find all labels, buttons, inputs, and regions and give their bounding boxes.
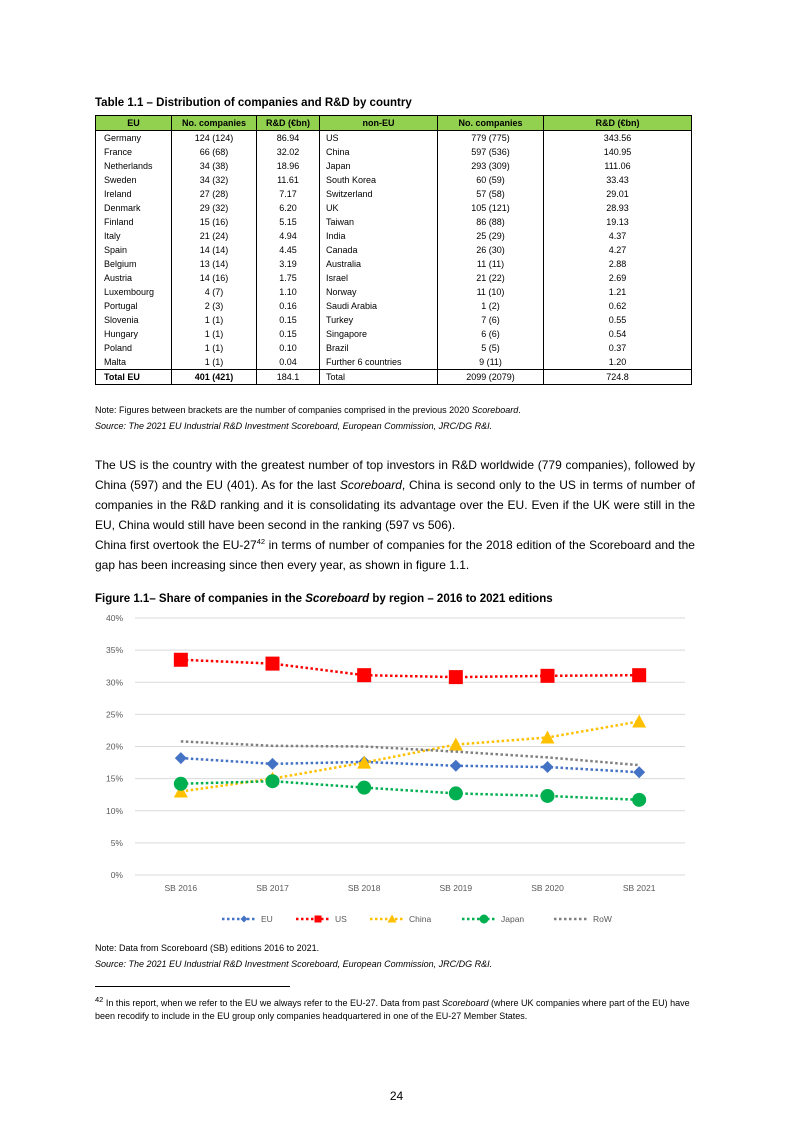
x-tick-label: SB 2018 <box>347 883 381 893</box>
noneu-rd-total-cell: 724.8 <box>544 370 692 385</box>
header-cell: No. companies <box>172 116 257 131</box>
data-point-marker <box>175 752 187 764</box>
x-axis <box>165 883 656 893</box>
table-note-end: . <box>518 405 521 415</box>
data-point-marker <box>633 766 645 778</box>
body-text <box>95 455 695 575</box>
eu-country-cell: Hungary <box>96 327 172 341</box>
eu-rd-cell: 7.17 <box>257 187 320 201</box>
footnote-italic: Scoreboard <box>442 998 489 1008</box>
eu-rd-cell: 1.75 <box>257 271 320 285</box>
noneu-rd-cell: 1.20 <box>544 355 692 370</box>
eu-rd-cell: 86.94 <box>257 131 320 146</box>
footnote-text: (where UK companies where part of the EU) have been recodify to include in the EU group only companies headquartered in one of the EU-27 Member States. <box>95 998 690 1021</box>
eu-rd-cell: 4.45 <box>257 243 320 257</box>
eu-companies-cell: 14 (16) <box>172 271 257 285</box>
noneu-rd-cell: 140.95 <box>544 145 692 159</box>
eu-rd-cell: 3.19 <box>257 257 320 271</box>
noneu-rd-cell: 4.27 <box>544 243 692 257</box>
table-row <box>96 215 692 229</box>
noneu-companies-cell: 11 (11) <box>438 257 544 271</box>
table-source: Source: The 2021 EU Industrial R&D Investment Scoreboard, European Commission, JRC/DG R&I. <box>95 421 493 431</box>
noneu-companies-cell: 60 (59) <box>438 173 544 187</box>
noneu-rd-cell: 0.54 <box>544 327 692 341</box>
y-tick-label: 40% <box>105 613 123 623</box>
paragraph-text: China first overtook the EU-27 <box>95 538 257 552</box>
data-point-marker <box>315 916 322 923</box>
x-tick-label: SB 2016 <box>164 883 198 893</box>
y-tick-label: 0% <box>110 870 123 880</box>
noneu-companies-cell: 11 (10) <box>438 285 544 299</box>
data-point-marker <box>450 760 462 772</box>
data-point-marker <box>632 714 646 727</box>
eu-companies-cell: 66 (68) <box>172 145 257 159</box>
series-line <box>181 781 639 800</box>
data-point-marker <box>357 781 371 795</box>
line-chart <box>95 610 695 935</box>
eu-companies-total-cell: 401 (421) <box>172 370 257 385</box>
eu-country-cell: Denmark <box>96 201 172 215</box>
noneu-country-cell: Brazil <box>320 341 438 355</box>
data-point-marker <box>480 915 489 924</box>
eu-country-cell: Ireland <box>96 187 172 201</box>
series-line <box>181 721 639 791</box>
eu-rd-cell: 0.16 <box>257 299 320 313</box>
eu-companies-cell: 29 (32) <box>172 201 257 215</box>
legend-item <box>222 914 273 924</box>
noneu-country-cell: Turkey <box>320 313 438 327</box>
noneu-companies-cell: 9 (11) <box>438 355 544 370</box>
noneu-country-cell: Singapore <box>320 327 438 341</box>
legend-label: Japan <box>501 914 525 924</box>
y-tick-label: 20% <box>105 741 123 752</box>
legend-label: China <box>409 914 432 924</box>
data-point-marker <box>266 657 280 671</box>
noneu-companies-cell: 57 (58) <box>438 187 544 201</box>
y-tick-label: 30% <box>105 677 123 688</box>
eu-rd-total-cell: 184.1 <box>257 370 320 385</box>
table-row <box>96 299 692 313</box>
x-tick-label: SB 2020 <box>531 883 564 893</box>
table-caption: Table 1.1 – Distribution of companies and R&D by country <box>95 97 412 109</box>
footnote-divider <box>95 986 290 987</box>
page-number: 24 <box>389 1089 404 1103</box>
figure-caption-italic: Scoreboard <box>305 593 370 605</box>
noneu-rd-cell: 0.55 <box>544 313 692 327</box>
data-point-marker <box>357 668 371 682</box>
noneu-companies-cell: 5 (5) <box>438 341 544 355</box>
legend-item <box>296 914 347 924</box>
eu-country-cell: Slovenia <box>96 313 172 327</box>
table-note <box>95 405 521 415</box>
eu-rd-cell: 11.61 <box>257 173 320 187</box>
eu-companies-cell: 1 (1) <box>172 327 257 341</box>
figure-caption-text: Figure 1.1– Share of companies in the <box>95 593 306 605</box>
header-cell: EU <box>96 116 172 131</box>
noneu-country-cell: Australia <box>320 257 438 271</box>
eu-rd-cell: 4.94 <box>257 229 320 243</box>
eu-rd-cell: 0.15 <box>257 327 320 341</box>
table-total-row <box>96 370 692 385</box>
series-us <box>174 653 646 684</box>
table-row <box>96 257 692 271</box>
noneu-companies-cell: 26 (30) <box>438 243 544 257</box>
series-eu <box>175 752 645 778</box>
legend-label: RoW <box>593 914 612 924</box>
noneu-rd-cell: 19.13 <box>544 215 692 229</box>
noneu-country-cell: Canada <box>320 243 438 257</box>
data-point-marker <box>241 916 248 923</box>
eu-country-cell: France <box>96 145 172 159</box>
footnote <box>95 997 695 1023</box>
figure-caption <box>95 593 553 605</box>
eu-companies-cell: 27 (28) <box>172 187 257 201</box>
data-point-marker <box>632 668 646 682</box>
x-tick-label: SB 2017 <box>256 883 289 893</box>
eu-country-total-cell: Total EU <box>96 370 172 385</box>
series-china <box>174 714 646 797</box>
noneu-rd-cell: 2.69 <box>544 271 692 285</box>
noneu-rd-cell: 29.01 <box>544 187 692 201</box>
noneu-country-cell: Saudi Arabia <box>320 299 438 313</box>
series-line <box>181 660 639 677</box>
y-tick-label: 15% <box>105 773 123 784</box>
legend-label: US <box>335 914 347 924</box>
noneu-companies-cell: 25 (29) <box>438 229 544 243</box>
data-point-marker <box>174 777 188 791</box>
noneu-rd-cell: 1.21 <box>544 285 692 299</box>
eu-companies-cell: 1 (1) <box>172 313 257 327</box>
eu-companies-cell: 15 (16) <box>172 215 257 229</box>
noneu-country-cell: Norway <box>320 285 438 299</box>
eu-rd-cell: 0.04 <box>257 355 320 370</box>
legend-item <box>370 914 431 924</box>
paragraph-text: , China is second only to the US in terms of number of companies in the R&D ranking and it is consolidating its advantage over the EU. Even if the UK were still in the EU, China would still have been second in the ranking (597 vs 506). <box>95 478 695 532</box>
paragraph-text: The US is the country with the greatest number of top investors in R&D worldwide (779 companies), followed by China (597) and the EU (401). As for the last <box>95 458 695 492</box>
data-point-marker <box>267 758 279 770</box>
table-body <box>96 131 692 385</box>
table-row <box>96 201 692 215</box>
eu-rd-cell: 0.15 <box>257 313 320 327</box>
eu-companies-cell: 124 (124) <box>172 131 257 146</box>
eu-companies-cell: 4 (7) <box>172 285 257 299</box>
noneu-companies-cell: 7 (6) <box>438 313 544 327</box>
noneu-rd-cell: 33.43 <box>544 173 692 187</box>
eu-rd-cell: 1.10 <box>257 285 320 299</box>
x-tick-label: SB 2021 <box>622 883 656 893</box>
eu-country-cell: Netherlands <box>96 159 172 173</box>
header-cell: No. companies <box>438 116 544 131</box>
eu-country-cell: Sweden <box>96 173 172 187</box>
data-point-marker <box>449 670 463 684</box>
table-row <box>96 313 692 327</box>
noneu-country-cell: Israel <box>320 271 438 285</box>
data-point-marker <box>632 793 646 807</box>
table-note-text: Note: Figures between brackets are the number of companies comprised in the previous 2020 <box>95 405 472 415</box>
y-tick-label: 10% <box>105 805 123 816</box>
table-row <box>96 243 692 257</box>
noneu-country-cell: UK <box>320 201 438 215</box>
eu-companies-cell: 13 (14) <box>172 257 257 271</box>
data-point-marker <box>449 738 463 751</box>
table-row <box>96 131 692 146</box>
table-row <box>96 145 692 159</box>
table-row <box>96 341 692 355</box>
noneu-country-cell: US <box>320 131 438 146</box>
legend-label: EU <box>261 914 273 924</box>
header-cell: non-EU <box>320 116 438 131</box>
noneu-companies-cell: 1 (2) <box>438 299 544 313</box>
noneu-rd-cell: 28.93 <box>544 201 692 215</box>
chart-grid <box>135 618 685 875</box>
eu-country-cell: Luxembourg <box>96 285 172 299</box>
eu-companies-cell: 21 (24) <box>172 229 257 243</box>
figure-source: Source: The 2021 EU Industrial R&D Investment Scoreboard, European Commission, JRC/DG R&I. <box>95 959 493 969</box>
data-point-marker <box>541 669 555 683</box>
eu-country-cell: Belgium <box>96 257 172 271</box>
eu-country-cell: Finland <box>96 215 172 229</box>
eu-country-cell: Germany <box>96 131 172 146</box>
eu-country-cell: Austria <box>96 271 172 285</box>
chart-series <box>174 653 646 807</box>
eu-rd-cell: 6.20 <box>257 201 320 215</box>
table-row <box>96 271 692 285</box>
noneu-country-cell: India <box>320 229 438 243</box>
x-tick-label: SB 2019 <box>439 883 473 893</box>
noneu-companies-cell: 293 (309) <box>438 159 544 173</box>
eu-companies-cell: 1 (1) <box>172 341 257 355</box>
legend-item <box>554 914 612 924</box>
noneu-companies-cell: 6 (6) <box>438 327 544 341</box>
noneu-companies-cell: 779 (775) <box>438 131 544 146</box>
noneu-rd-cell: 0.37 <box>544 341 692 355</box>
table-row <box>96 229 692 243</box>
paragraph <box>95 535 695 575</box>
table-header-row <box>96 116 692 131</box>
footnote-number: 42 <box>95 995 104 1004</box>
table-row <box>96 159 692 173</box>
eu-country-cell: Italy <box>96 229 172 243</box>
y-tick-label: 5% <box>110 837 123 848</box>
table-row <box>96 285 692 299</box>
noneu-country-total-cell: Total <box>320 370 438 385</box>
eu-country-cell: Spain <box>96 243 172 257</box>
y-tick-label: 35% <box>105 645 123 656</box>
footnote-reference: 42 <box>256 537 266 546</box>
noneu-rd-cell: 111.06 <box>544 159 692 173</box>
table-note-italic: Scoreboard <box>471 405 519 415</box>
eu-country-cell: Portugal <box>96 299 172 313</box>
eu-companies-cell: 34 (38) <box>172 159 257 173</box>
table-row <box>96 173 692 187</box>
eu-rd-cell: 18.96 <box>257 159 320 173</box>
noneu-country-cell: South Korea <box>320 173 438 187</box>
table-row <box>96 327 692 341</box>
eu-companies-cell: 34 (32) <box>172 173 257 187</box>
chart-legend <box>222 914 612 924</box>
paragraph-italic: Scoreboard <box>339 478 402 492</box>
table-row <box>96 355 692 370</box>
eu-companies-cell: 14 (14) <box>172 243 257 257</box>
eu-country-cell: Malta <box>96 355 172 370</box>
noneu-companies-cell: 86 (88) <box>438 215 544 229</box>
eu-country-cell: Poland <box>96 341 172 355</box>
noneu-country-cell: Switzerland <box>320 187 438 201</box>
figure-note: Note: Data from Scoreboard (SB) editions 2016 to 2021. <box>95 943 320 953</box>
noneu-country-cell: Taiwan <box>320 215 438 229</box>
data-point-marker <box>174 653 188 667</box>
table-row <box>96 187 692 201</box>
eu-rd-cell: 32.02 <box>257 145 320 159</box>
paragraph-text: in terms of number of companies for the 2018 edition of the Scoreboard and the gap has been increasing since then every year, as shown in figure 1.1. <box>95 538 695 572</box>
noneu-rd-cell: 2.88 <box>544 257 692 271</box>
noneu-companies-cell: 21 (22) <box>438 271 544 285</box>
noneu-rd-cell: 0.62 <box>544 299 692 313</box>
noneu-country-cell: Further 6 countries <box>320 355 438 370</box>
noneu-companies-cell: 105 (121) <box>438 201 544 215</box>
paragraph <box>95 455 695 535</box>
eu-rd-cell: 0.10 <box>257 341 320 355</box>
eu-companies-cell: 1 (1) <box>172 355 257 370</box>
y-tick-label: 25% <box>105 709 123 720</box>
data-point-marker <box>449 786 463 800</box>
noneu-country-cell: China <box>320 145 438 159</box>
eu-rd-cell: 5.15 <box>257 215 320 229</box>
header-cell: R&D (€bn) <box>257 116 320 131</box>
header-cell: R&D (€bn) <box>544 116 692 131</box>
noneu-country-cell: Japan <box>320 159 438 173</box>
y-axis <box>106 613 123 880</box>
data-table <box>95 115 692 385</box>
legend-item <box>462 914 524 924</box>
figure-caption-text: by region – 2016 to 2021 editions <box>369 593 553 605</box>
data-point-marker <box>266 774 280 788</box>
noneu-rd-cell: 4.37 <box>544 229 692 243</box>
noneu-companies-cell: 597 (536) <box>438 145 544 159</box>
noneu-rd-cell: 343.56 <box>544 131 692 146</box>
data-point-marker <box>542 761 554 773</box>
data-point-marker <box>541 789 555 803</box>
eu-companies-cell: 2 (3) <box>172 299 257 313</box>
noneu-companies-total-cell: 2099 (2079) <box>438 370 544 385</box>
footnote-text: In this report, when we refer to the EU we always refer to the EU-27. Data from past <box>103 998 442 1008</box>
